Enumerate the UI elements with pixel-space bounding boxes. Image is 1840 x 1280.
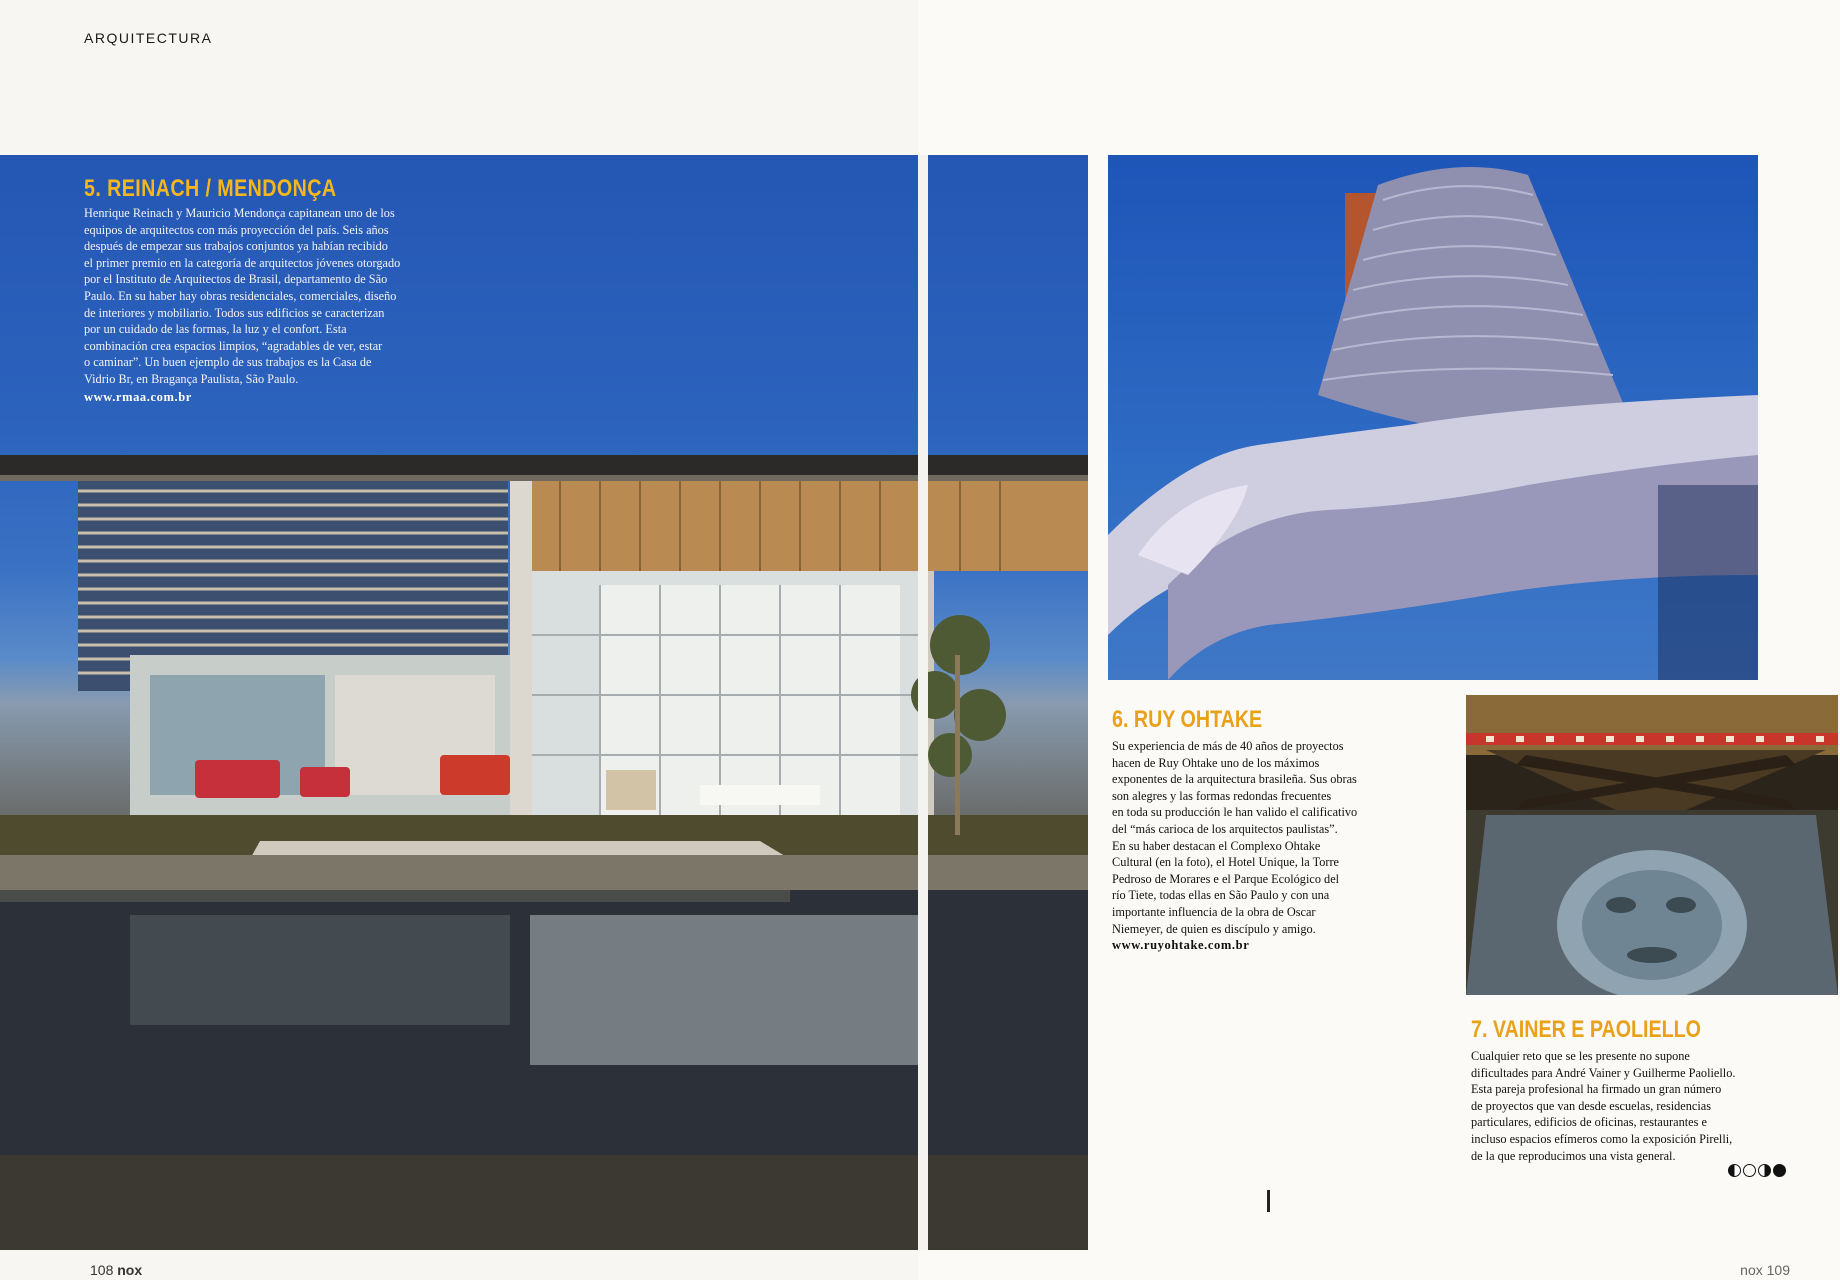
text-line: son alegres y las formas redondas frecuentes: [1112, 788, 1332, 803]
folio-brand: nox: [117, 1262, 143, 1278]
page-number-left: [90, 1262, 142, 1278]
half-circle-icon: [1728, 1164, 1741, 1177]
text-line: Niemeyer, de quien es discípulo y amigo.: [1112, 921, 1316, 936]
text-line: río Tiete, todas ellas en São Paulo y con una: [1112, 888, 1330, 903]
section5-url[interactable]: www.rmaa.com.br: [84, 389, 192, 404]
text-line: de proyectos que van desde escuelas, residencias: [1471, 1098, 1712, 1113]
text-line: combinación crea espacios limpios, “agradables de ver, estar: [84, 338, 383, 353]
section6: [1112, 706, 1412, 953]
text-line: En su haber destacan el Complexo Ohtake: [1112, 838, 1321, 853]
text-line: o caminar”. Un buen ejemplo de sus trabajos es la Casa de: [84, 355, 372, 370]
section7: [1471, 1016, 1811, 1164]
empty-circle-icon: [1743, 1164, 1756, 1177]
section5-text: [84, 175, 464, 405]
text-line: incluso espacios efímeros como la exposición Pirelli,: [1471, 1131, 1733, 1146]
section6-heading: 6. RUY OHTAKE: [1112, 706, 1263, 733]
tower-photo: [1108, 155, 1758, 680]
text-line: Henrique Reinach y Mauricio Mendonça capitanean uno de los: [84, 206, 395, 220]
text-line: en toda su producción le han valido el calificativo: [1112, 805, 1358, 820]
text-line: importante influencia de la obra de Oscar: [1112, 904, 1316, 919]
text-line: Su experiencia de más de 40 años de proyectos: [1112, 739, 1344, 753]
section6-url[interactable]: www.ruyohtake.com.br: [1112, 938, 1250, 953]
text-line: hacen de Ruy Ohtake uno de los máximos: [1112, 755, 1320, 770]
text-line: por el Instituto de Arquitectos de Brasil, departamento de São: [84, 272, 388, 287]
section7-heading: 7. VAINER E PAOLIELLO: [1471, 1016, 1701, 1043]
text-line: de interiores y mobiliario. Todos sus edificios se caracterizan: [84, 305, 385, 320]
section6-body: [1112, 738, 1412, 937]
text-line: por un cuidado de las formas, la luz y el confort. Esta: [84, 322, 347, 337]
section-label: ARQUITECTURA: [84, 30, 213, 46]
text-line: Vidrio Br, en Bragança Paulista, São Paulo.: [84, 371, 299, 386]
text-line: particulares, edificios de oficinas, restaurantes e: [1471, 1115, 1707, 1130]
house-photo: [0, 155, 1088, 1250]
print-mark: [1267, 1190, 1270, 1212]
text-line: de la que reproducimos una vista general.: [1471, 1148, 1676, 1163]
page-number-right: nox 109: [1740, 1262, 1790, 1278]
folio-number: 108: [90, 1262, 114, 1278]
section7-body: [1471, 1048, 1811, 1164]
text-line: exponentes de la arquitectura brasileña. Sus obras: [1112, 772, 1357, 787]
text-line: Cualquier reto que se les presente no supone: [1471, 1049, 1690, 1063]
text-line: Pedroso de Morares e el Parque Ecológico del: [1112, 871, 1340, 886]
text-line: equipos de arquitectos con más proyección del país. Seis años: [84, 222, 389, 237]
text-line: Cultural (en la foto), el Hotel Unique, la Torre: [1112, 855, 1340, 870]
section5-heading: 5. REINACH / MENDONÇA: [84, 175, 337, 202]
text-line: el primer premio en la categoría de arquitectos jóvenes otorgado: [84, 255, 401, 270]
filled-circle-icon: [1773, 1164, 1786, 1177]
text-line: del “más carioca de los arquitectos paulistas”.: [1112, 821, 1338, 836]
section5-body: [84, 205, 464, 388]
text-line: Paulo. En su haber hay obras residenciales, comerciales, diseño: [84, 288, 397, 303]
exhibition-photo: [1466, 695, 1838, 995]
text-line: Esta pareja profesional ha firmado un gran número: [1471, 1082, 1722, 1097]
text-line: después de empezar sus trabajos conjuntos ya habían recibido: [84, 239, 388, 254]
end-mark-icon: [1728, 1164, 1786, 1177]
text-line: dificultades para André Vainer y Guilherme Paoliello.: [1471, 1065, 1736, 1080]
half-circle-icon: [1758, 1164, 1771, 1177]
